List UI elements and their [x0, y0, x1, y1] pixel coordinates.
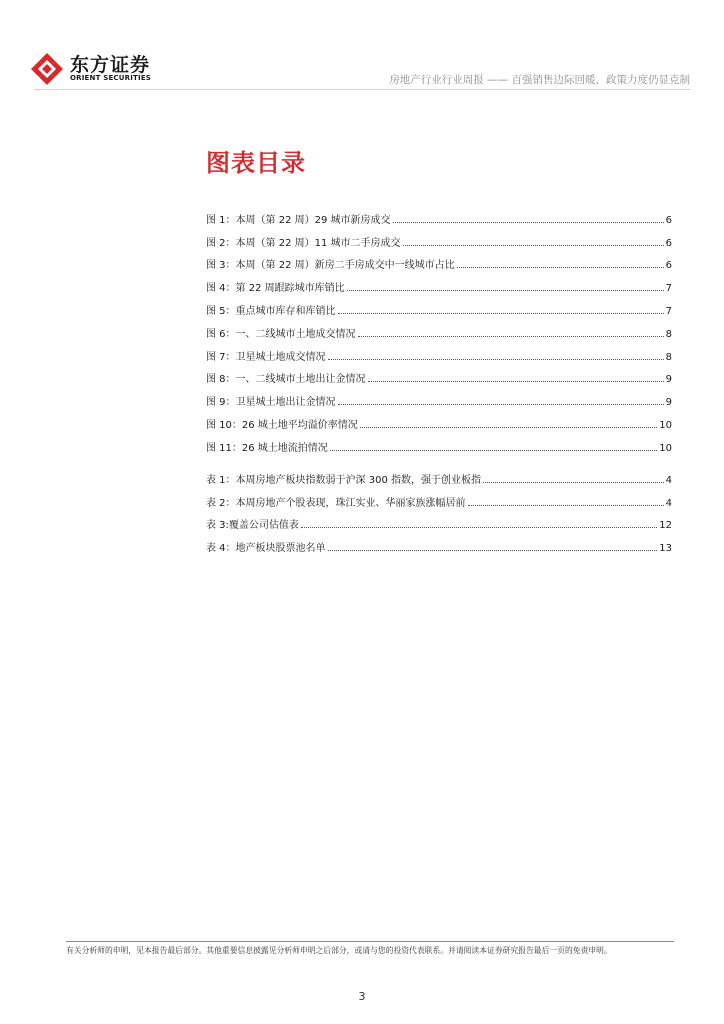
toc-entry-label: 图 11：26 城土地流拍情况 — [206, 442, 328, 454]
toc-entry-page: 7 — [665, 305, 672, 317]
leader-dots — [338, 403, 664, 405]
table-list — [206, 463, 672, 554]
footer-divider — [66, 941, 674, 942]
logo-english-name: ORIENT SECURITIES — [70, 74, 152, 82]
toc-entry-figure-10[interactable] — [206, 408, 672, 431]
toc-entry-page: 4 — [665, 497, 672, 509]
toc-entry-label: 表 4：地产板块股票池名单 — [206, 543, 326, 555]
toc-entry-label: 图 1：本周（第 22 周）29 城市新房成交 — [206, 214, 391, 226]
footer-disclaimer: 有关分析师的申明，见本报告最后部分。其他重要信息披露见分析师申明之后部分，或请与您的投资代表联系。并请阅读本证券研究报告最后一页的免责申明。 — [66, 946, 612, 955]
toc-entry-table-4[interactable] — [206, 531, 672, 554]
toc-entry-label: 表 2：本周房地产个股表现，珠江实业、华丽家族涨幅居前 — [206, 497, 466, 509]
leader-dots — [360, 426, 657, 428]
toc-entry-label: 图 6：一、二线城市土地成交情况 — [206, 328, 356, 340]
leader-dots — [483, 481, 664, 483]
leader-dots — [358, 335, 664, 337]
toc-entry-page: 4 — [665, 474, 672, 486]
toc-entry-page: 13 — [659, 543, 672, 555]
toc-entry-page: 6 — [665, 237, 672, 249]
toc-entry-page: 9 — [665, 397, 672, 409]
orient-securities-logo-icon — [30, 52, 64, 86]
toc-entry-figure-6[interactable] — [206, 317, 672, 340]
toc-entry-table-2[interactable] — [206, 486, 672, 509]
header-divider — [34, 89, 690, 90]
page-header — [0, 0, 724, 95]
toc-entry-figure-9[interactable] — [206, 385, 672, 408]
toc-entry-page: 9 — [665, 374, 672, 386]
toc-entry-table-3[interactable] — [206, 509, 672, 532]
toc-entry-page: 6 — [665, 260, 672, 272]
toc-entry-page: 10 — [659, 442, 672, 454]
toc-entry-label: 表 1：本周房地产板块指数弱于沪深 300 指数，强于创业板指 — [206, 474, 481, 486]
toc-entry-label: 图 10：26 城土地平均溢价率情况 — [206, 419, 358, 431]
toc-entry-label: 图 7：卫星城土地成交情况 — [206, 351, 326, 363]
leader-dots — [368, 380, 664, 382]
leader-dots — [393, 221, 664, 223]
leader-dots — [457, 266, 664, 268]
leader-dots — [330, 449, 657, 451]
logo-chinese-name: 东方证券 — [70, 54, 151, 76]
toc-entry-figure-11[interactable] — [206, 431, 672, 454]
page-number: 3 — [358, 990, 366, 1003]
company-logo — [30, 50, 160, 90]
leader-dots — [328, 358, 664, 360]
toc-entry-figure-4[interactable] — [206, 271, 672, 294]
toc-entry-figure-7[interactable] — [206, 340, 672, 363]
toc-entry-page: 8 — [665, 351, 672, 363]
toc-entry-label: 图 9：卫星城土地出让金情况 — [206, 397, 336, 409]
leader-dots — [301, 526, 657, 528]
leader-dots — [347, 289, 664, 291]
figure-list — [206, 203, 672, 454]
leader-dots — [328, 549, 658, 551]
toc-entry-page: 12 — [659, 520, 672, 532]
leader-dots — [403, 244, 664, 246]
toc-heading: 图表目录 — [206, 149, 306, 177]
toc-entry-figure-5[interactable] — [206, 294, 672, 317]
toc-entry-figure-2[interactable] — [206, 226, 672, 249]
toc-entry-label: 图 4：第 22 周跟踪城市库销比 — [206, 283, 345, 295]
toc-entry-label: 图 8：一、二线城市土地出让金情况 — [206, 374, 366, 386]
toc-entry-figure-8[interactable] — [206, 363, 672, 386]
report-title: 房地产行业行业周报 —— 百强销售边际回暖，政策力度仍显克制 — [389, 74, 690, 86]
leader-dots — [468, 504, 664, 506]
toc-entry-page: 10 — [659, 419, 672, 431]
toc-entry-label: 图 5：重点城市库存和库销比 — [206, 305, 336, 317]
toc-entry-label: 图 2：本周（第 22 周）11 城市二手房成交 — [206, 237, 401, 249]
toc-entry-figure-1[interactable] — [206, 203, 672, 226]
toc-entry-figure-3[interactable] — [206, 249, 672, 272]
toc-entry-page: 8 — [665, 328, 672, 340]
toc-entry-page: 6 — [665, 214, 672, 226]
toc-entry-label: 图 3：本周（第 22 周）新房二手房成交中一线城市占比 — [206, 260, 455, 272]
leader-dots — [338, 312, 664, 314]
toc-entry-table-1[interactable] — [206, 463, 672, 486]
toc-entry-label: 表 3:覆盖公司估值表 — [206, 520, 299, 532]
toc-entry-page: 7 — [665, 283, 672, 295]
